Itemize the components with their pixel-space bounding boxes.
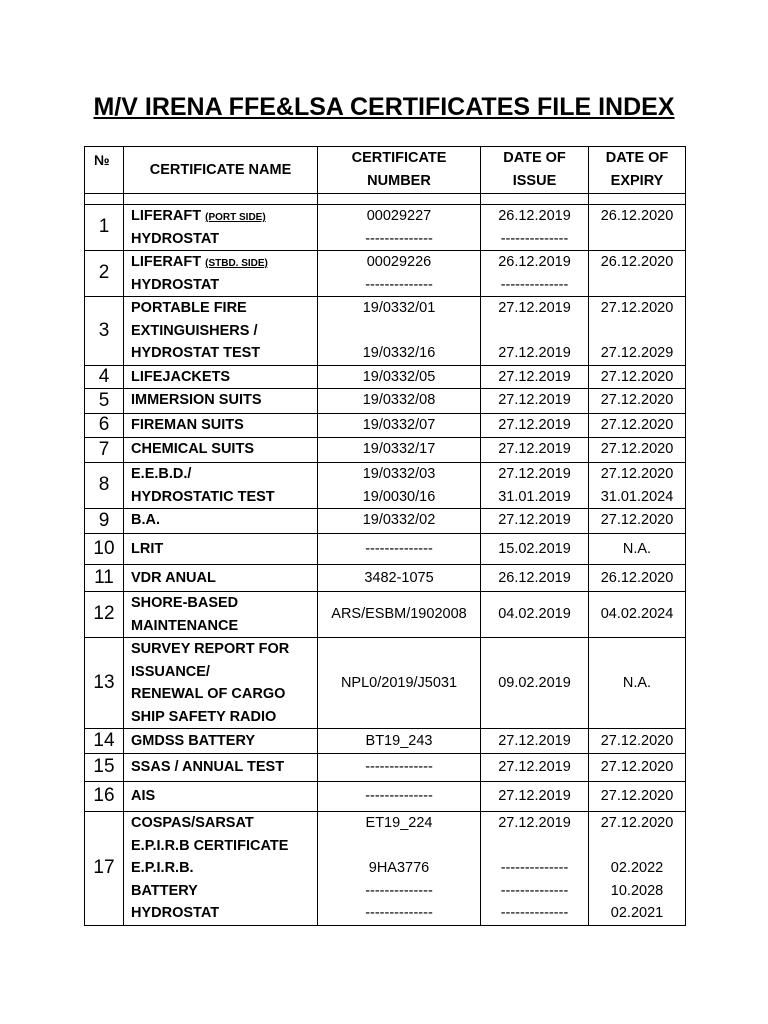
certificate-number-line: 19/0332/16 — [362, 345, 436, 361]
date-of-expiry-line: 27.12.2020 — [600, 392, 674, 408]
certificate-number-line: -------------- — [365, 230, 433, 247]
certificate-name — [124, 509, 318, 534]
table-row — [85, 812, 686, 926]
certificate-name-line: AIS — [131, 788, 156, 805]
certificate-number-line: -------------- — [365, 759, 433, 776]
date-of-expiry-line — [589, 835, 685, 858]
certificate-name — [124, 592, 318, 638]
header-expiry-line1: DATE OF — [605, 150, 669, 166]
spacer-cell — [85, 194, 124, 205]
row-number: 10 — [85, 534, 124, 565]
certificate-number — [318, 754, 481, 782]
row-number: 1 — [85, 205, 124, 251]
date-of-expiry-line: 27.12.2020 — [600, 417, 674, 433]
spacer-row — [85, 194, 686, 205]
date-of-issue-line: -------------- — [500, 230, 569, 247]
certificate-name — [124, 812, 318, 926]
certificate-name — [124, 297, 318, 366]
date-of-issue-line: -------------- — [500, 276, 569, 293]
spacer-cell — [124, 194, 318, 205]
certificate-name-line: E.E.B.D./ — [131, 466, 192, 482]
certificate-number-line: ET19_224 — [365, 815, 433, 831]
certificate-name-line: B.A. — [131, 512, 160, 528]
certificate-name-line: EXTINGUISHERS / — [131, 322, 258, 339]
certificate-name-line: ISSUANCE/ — [131, 663, 210, 680]
date-of-issue — [481, 782, 589, 812]
row-number: 12 — [85, 592, 124, 638]
header-issue-line2: ISSUE — [512, 173, 557, 189]
date-of-expiry — [589, 297, 686, 366]
table-row — [85, 463, 686, 509]
date-of-issue — [481, 592, 589, 638]
certificate-number-line — [318, 835, 480, 858]
date-of-issue-line: 27.12.2019 — [498, 732, 571, 749]
date-of-expiry — [589, 638, 686, 729]
certificate-name-line: HYDROSTATIC TEST — [131, 488, 275, 505]
table-row — [85, 782, 686, 812]
table-row — [85, 389, 686, 414]
date-of-issue-line: 26.12.2019 — [498, 569, 571, 586]
certificate-name-line: IMMERSION SUITS — [131, 392, 262, 408]
header-number-line2: NUMBER — [367, 173, 431, 189]
certificate-name — [124, 729, 318, 754]
row-number: 3 — [85, 297, 124, 366]
certificate-name — [124, 365, 318, 389]
certificate-name-line: CHEMICAL SUITS — [131, 441, 254, 457]
table-row — [85, 592, 686, 638]
certificate-name-line: GMDSS BATTERY — [131, 732, 256, 749]
certificate-number-line: -------------- — [365, 788, 433, 805]
certificate-number-line: 00029227 — [366, 208, 432, 224]
certificate-name — [124, 414, 318, 438]
header-date-of-issue — [481, 147, 589, 194]
date-of-expiry — [589, 592, 686, 638]
date-of-issue — [481, 463, 589, 509]
date-of-expiry — [589, 754, 686, 782]
date-of-expiry — [589, 812, 686, 926]
certificate-number-line: -------------- — [365, 540, 433, 557]
certificate-name-line: RENEWAL OF CARGO — [131, 686, 286, 702]
date-of-issue — [481, 205, 589, 251]
certificate-number-line: 19/0332/01 — [362, 300, 436, 316]
certificate-number-line: -------------- — [365, 882, 433, 899]
spacer-cell — [589, 194, 686, 205]
date-of-expiry-line — [589, 320, 685, 343]
certificate-name — [124, 251, 318, 297]
certificate-number-line: BT19_243 — [365, 732, 433, 749]
row-number: 2 — [85, 251, 124, 297]
date-of-expiry-line: 26.12.2020 — [600, 254, 674, 270]
certificate-name-line: LRIT — [131, 540, 164, 557]
table-row — [85, 534, 686, 565]
certificate-name-line: LIFERAFT (STBD. SIDE) — [131, 254, 268, 270]
certificate-name — [124, 438, 318, 463]
certificate-number — [318, 565, 481, 592]
date-of-issue — [481, 812, 589, 926]
certificate-number — [318, 438, 481, 463]
row-number: 13 — [85, 638, 124, 729]
certificate-name-line: HYDROSTAT — [131, 905, 220, 921]
date-of-issue-line: 27.12.2019 — [498, 417, 571, 433]
date-of-issue — [481, 414, 589, 438]
certificates-table — [84, 146, 686, 926]
date-of-issue-line: -------------- — [500, 905, 569, 921]
row-number: 11 — [85, 565, 124, 592]
certificate-number-line: 9HA3776 — [368, 860, 430, 876]
date-of-issue-line: 27.12.2019 — [498, 512, 571, 528]
certificate-number-line: 19/0030/16 — [362, 488, 436, 505]
date-of-expiry-line: 04.02.2024 — [600, 606, 674, 623]
date-of-expiry-line: 26.12.2020 — [600, 208, 674, 224]
date-of-issue-line: 27.12.2019 — [498, 441, 571, 457]
date-of-issue — [481, 565, 589, 592]
date-of-issue-line: 27.12.2019 — [498, 345, 571, 361]
row-number: 16 — [85, 782, 124, 812]
date-of-expiry-line: 27.12.2020 — [600, 815, 674, 831]
certificate-number — [318, 534, 481, 565]
date-of-issue-line: 27.12.2019 — [498, 759, 571, 776]
table-row — [85, 509, 686, 534]
date-of-expiry-line: 31.01.2024 — [600, 488, 674, 505]
certificate-number — [318, 414, 481, 438]
date-of-expiry-line: 27.12.2020 — [600, 512, 674, 528]
table-row — [85, 729, 686, 754]
certificate-name-line: E.P.I.R.B. — [131, 860, 194, 876]
certificate-number-line: ARS/ESBM/1902008 — [331, 606, 467, 623]
certificate-number-line: 3482-1075 — [364, 569, 434, 586]
certificate-number-line: 19/0332/02 — [362, 512, 436, 528]
date-of-issue-line: 27.12.2019 — [498, 788, 571, 805]
certificate-name — [124, 754, 318, 782]
certificate-number-line — [318, 320, 480, 343]
date-of-expiry — [589, 782, 686, 812]
row-number: 15 — [85, 754, 124, 782]
date-of-issue-line — [481, 835, 588, 858]
certificate-number-line: 19/0332/07 — [362, 417, 436, 433]
row-number: 9 — [85, 509, 124, 534]
certificate-number — [318, 782, 481, 812]
header-number-line1: CERTIFICATE — [351, 150, 447, 166]
date-of-expiry-line: 02.2021 — [610, 905, 664, 921]
table-row — [85, 438, 686, 463]
certificate-name-line: COSPAS/SARSAT — [131, 815, 254, 831]
certificate-number-line: 19/0332/05 — [362, 368, 436, 385]
certificate-name — [124, 205, 318, 251]
certificate-name — [124, 565, 318, 592]
header-date-of-expiry — [589, 147, 686, 194]
date-of-issue-line: 09.02.2019 — [498, 674, 571, 691]
date-of-issue-line: 26.12.2019 — [498, 208, 571, 224]
date-of-expiry-line: 27.12.2020 — [600, 441, 674, 457]
row-number: 6 — [85, 414, 124, 438]
row-number: 4 — [85, 365, 124, 389]
certificate-name-line: BATTERY — [131, 882, 198, 899]
date-of-issue-line: 27.12.2019 — [498, 392, 571, 408]
row-number: 5 — [85, 389, 124, 414]
header-no: № — [85, 147, 124, 194]
certificate-name — [124, 534, 318, 565]
certificate-name — [124, 389, 318, 414]
date-of-expiry-line: 26.12.2020 — [600, 569, 674, 586]
certificate-number-line: -------------- — [365, 276, 433, 293]
date-of-expiry — [589, 534, 686, 565]
table-row — [85, 365, 686, 389]
certificate-number-line: 19/0332/17 — [362, 441, 436, 457]
certificate-number — [318, 729, 481, 754]
date-of-expiry — [589, 251, 686, 297]
date-of-issue-line: 27.12.2019 — [498, 300, 571, 316]
date-of-issue-line: 31.01.2019 — [498, 488, 571, 505]
certificate-name-line: LIFERAFT (PORT SIDE) — [131, 208, 266, 224]
certificate-name-line: SHIP SAFETY RADIO — [131, 708, 277, 725]
date-of-issue — [481, 297, 589, 366]
date-of-issue-line: 27.12.2019 — [498, 368, 571, 385]
date-of-issue — [481, 389, 589, 414]
date-of-expiry — [589, 509, 686, 534]
row-number: 14 — [85, 729, 124, 754]
certificate-number-line: -------------- — [365, 905, 433, 921]
certificate-name-line: FIREMAN SUITS — [131, 417, 244, 433]
date-of-expiry-line: 27.12.2020 — [600, 732, 674, 749]
date-of-issue — [481, 638, 589, 729]
certificate-name — [124, 638, 318, 729]
date-of-issue — [481, 251, 589, 297]
table-row — [85, 414, 686, 438]
date-of-issue-line: -------------- — [500, 860, 569, 876]
certificate-name-line: VDR ANUAL — [131, 569, 216, 586]
certificate-name-line: MAINTENANCE — [131, 617, 239, 634]
date-of-expiry-line: 27.12.2020 — [600, 368, 674, 385]
certificate-name — [124, 782, 318, 812]
spacer-cell — [481, 194, 589, 205]
header-certificate-name: CERTIFICATE NAME — [124, 147, 318, 194]
certificate-number-line: NPL0/2019/J5031 — [340, 674, 458, 691]
date-of-expiry-line: 02.2022 — [610, 860, 664, 876]
certificate-number-line: 00029226 — [366, 254, 432, 270]
date-of-expiry-line: 27.12.2029 — [600, 345, 674, 361]
date-of-expiry-line: 27.12.2020 — [600, 466, 674, 482]
date-of-issue — [481, 534, 589, 565]
table-row — [85, 251, 686, 297]
date-of-issue — [481, 509, 589, 534]
date-of-expiry-line: 27.12.2020 — [600, 788, 674, 805]
date-of-issue — [481, 365, 589, 389]
certificate-name-line: HYDROSTAT — [131, 276, 220, 293]
date-of-expiry-line: 27.12.2020 — [600, 300, 674, 316]
header-issue-line1: DATE OF — [503, 150, 566, 166]
certificate-number — [318, 205, 481, 251]
table-row — [85, 638, 686, 729]
certificate-name-line: HYDROSTAT — [131, 230, 220, 247]
row-number: 8 — [85, 463, 124, 509]
header-expiry-line2: EXPIRY — [610, 173, 664, 189]
date-of-expiry-line: 10.2028 — [610, 882, 664, 899]
date-of-issue — [481, 729, 589, 754]
side-note: (PORT SIDE) — [205, 212, 266, 223]
certificate-name-line: HYDROSTAT TEST — [131, 345, 261, 361]
date-of-issue-line — [481, 320, 588, 343]
date-of-issue-line: 27.12.2019 — [498, 466, 571, 482]
header-row — [85, 147, 686, 194]
date-of-expiry — [589, 565, 686, 592]
spacer-cell — [318, 194, 481, 205]
table-row — [85, 205, 686, 251]
side-note: (STBD. SIDE) — [205, 258, 268, 269]
certificate-number — [318, 463, 481, 509]
certificate-number — [318, 812, 481, 926]
certificate-name-line: SHORE-BASED — [131, 595, 239, 611]
date-of-issue-line: 26.12.2019 — [498, 254, 571, 270]
certificate-number — [318, 365, 481, 389]
certificate-name-line: PORTABLE FIRE — [131, 300, 247, 316]
header-certificate-number — [318, 147, 481, 194]
date-of-issue — [481, 438, 589, 463]
date-of-issue — [481, 754, 589, 782]
certificate-name — [124, 463, 318, 509]
date-of-expiry-line: N.A. — [622, 540, 652, 557]
table-row — [85, 754, 686, 782]
certificate-number — [318, 638, 481, 729]
date-of-expiry — [589, 463, 686, 509]
date-of-expiry-line: N.A. — [622, 674, 652, 691]
certificate-number-line: 19/0332/08 — [362, 392, 436, 408]
date-of-expiry — [589, 414, 686, 438]
date-of-issue-line: 15.02.2019 — [498, 540, 571, 557]
certificate-name-line: SSAS / ANNUAL TEST — [131, 759, 285, 776]
row-number: 7 — [85, 438, 124, 463]
certificate-number — [318, 592, 481, 638]
table-row — [85, 565, 686, 592]
certificate-number — [318, 297, 481, 366]
document-title: M/V IRENA FFE&LSA CERTIFICATES FILE INDEX — [93, 93, 675, 121]
date-of-expiry — [589, 438, 686, 463]
date-of-expiry — [589, 729, 686, 754]
date-of-issue-line: 04.02.2019 — [498, 606, 571, 623]
certificate-number — [318, 389, 481, 414]
certificate-name-line: LIFEJACKETS — [131, 368, 231, 385]
certificate-number — [318, 509, 481, 534]
date-of-issue-line: -------------- — [500, 882, 569, 899]
date-of-issue-line: 27.12.2019 — [498, 815, 571, 831]
date-of-expiry — [589, 205, 686, 251]
certificate-name-line: SURVEY REPORT FOR — [131, 641, 290, 657]
date-of-expiry — [589, 389, 686, 414]
date-of-expiry — [589, 365, 686, 389]
certificate-number-line: 19/0332/03 — [362, 466, 436, 482]
certificate-name-line: E.P.I.R.B CERTIFICATE — [131, 837, 289, 854]
date-of-expiry-line: 27.12.2020 — [600, 759, 674, 776]
table-row — [85, 297, 686, 366]
certificate-number — [318, 251, 481, 297]
row-number: 17 — [85, 812, 124, 926]
